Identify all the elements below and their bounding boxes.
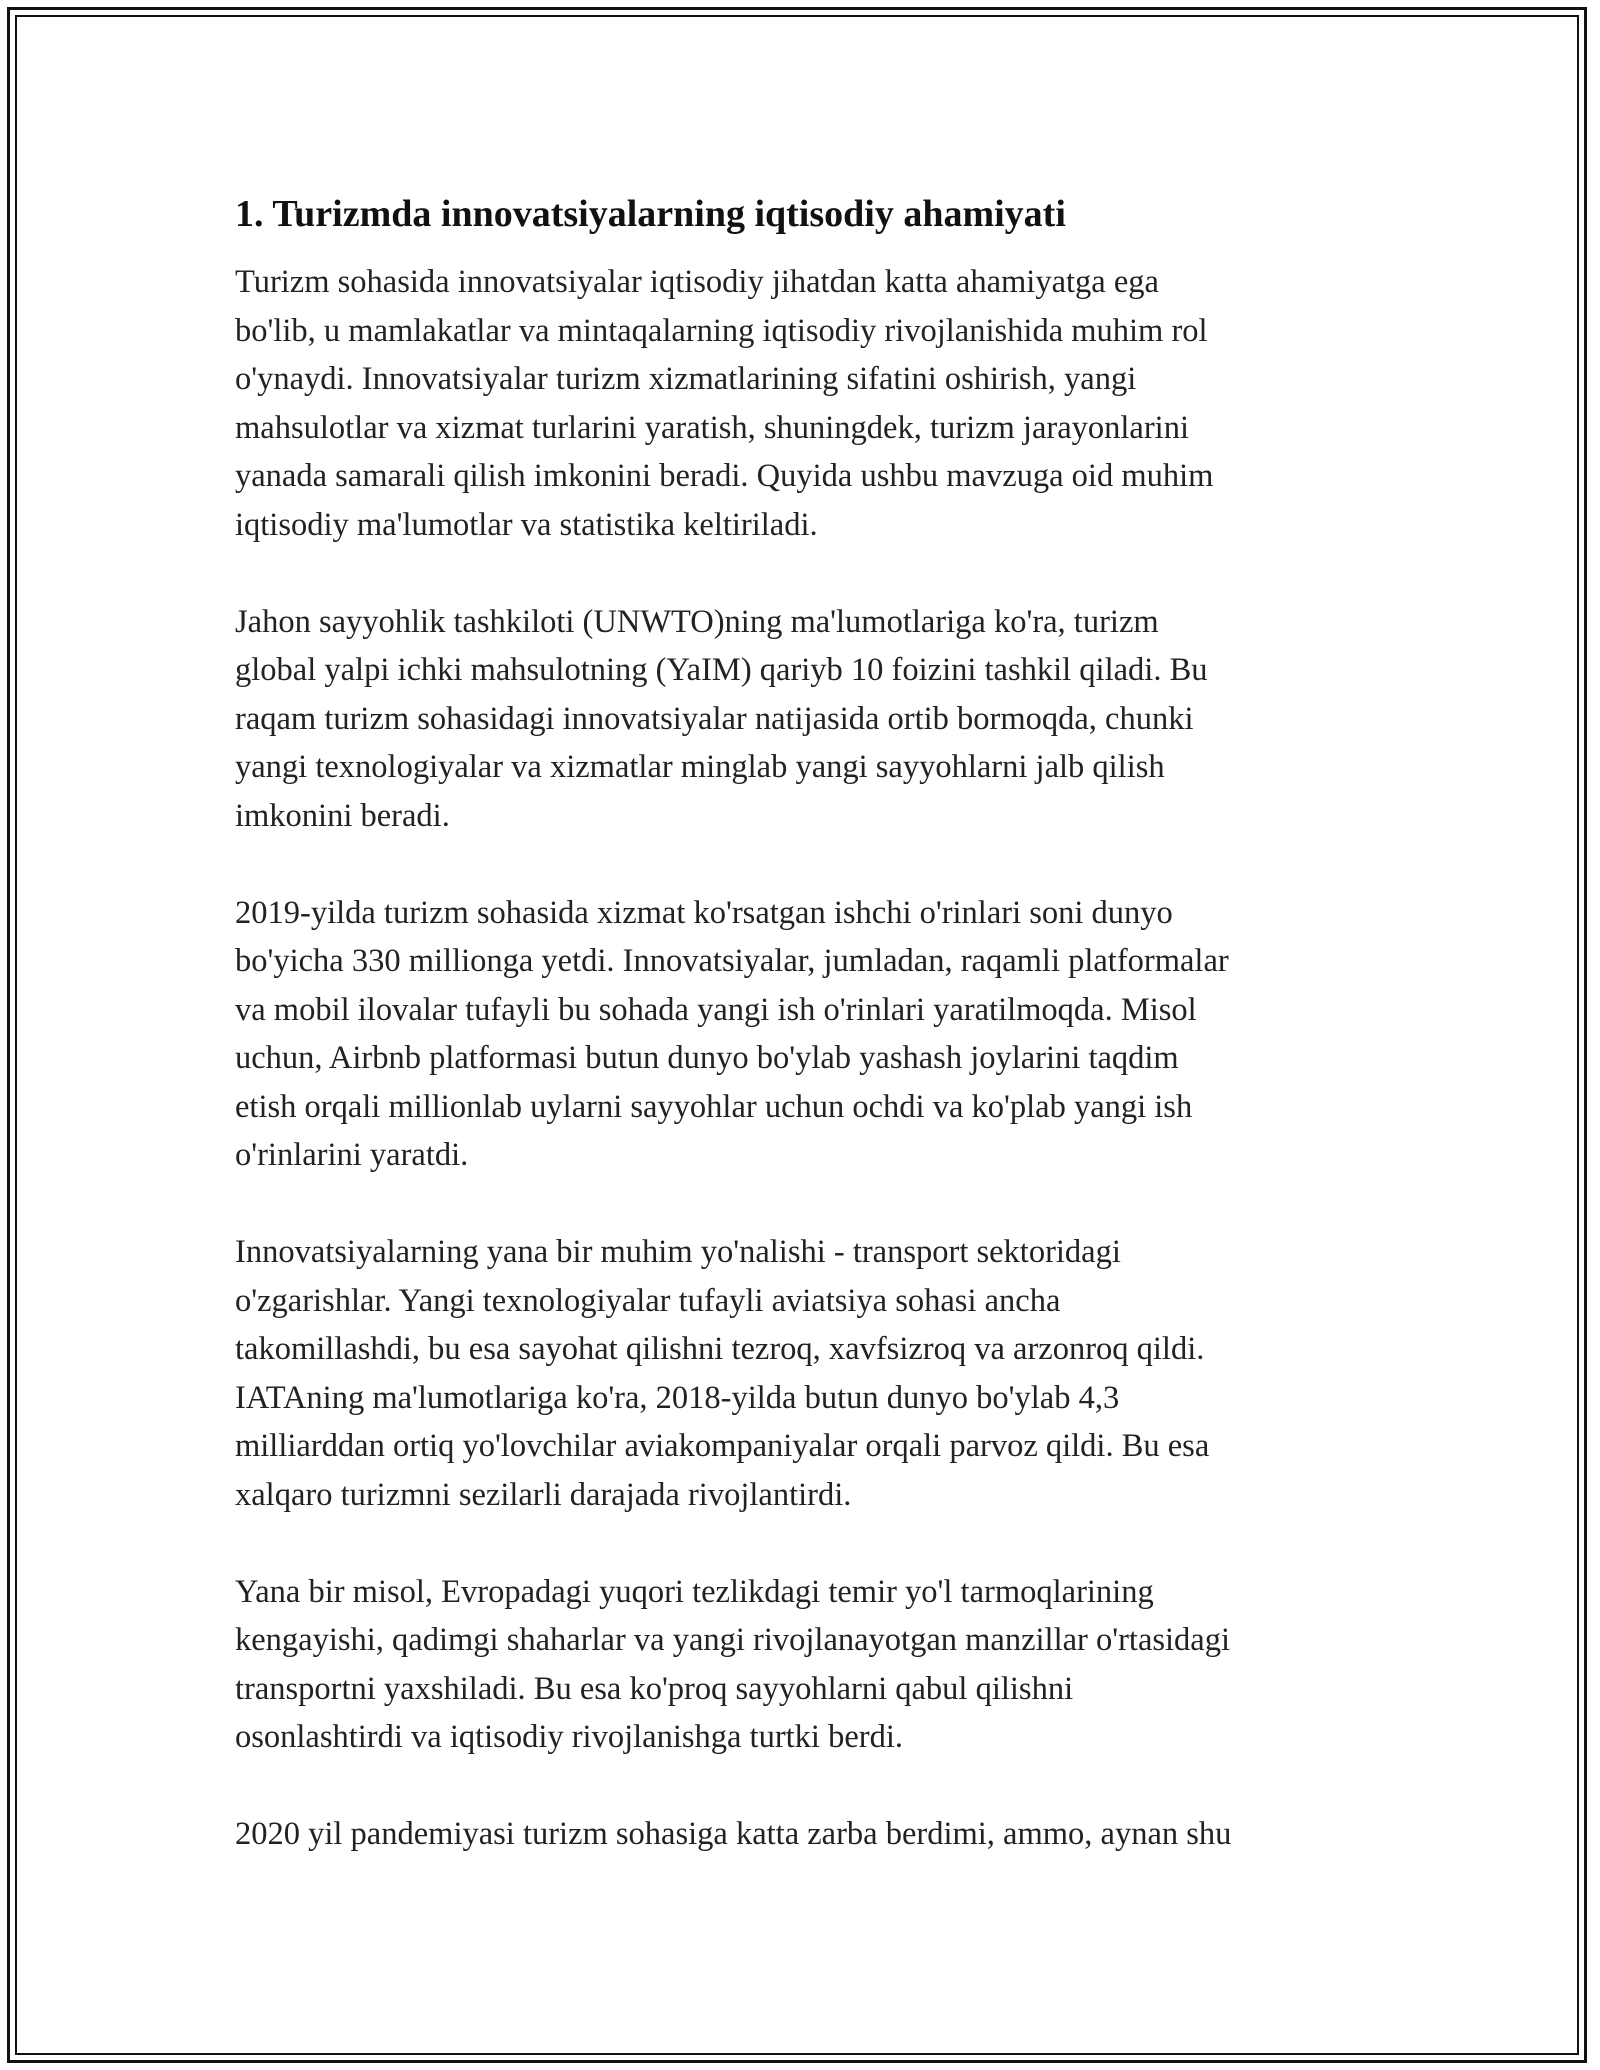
text-line: transportni yaxshiladi. Bu esa ko'proq sayyohlarni qabul qilishni — [235, 1670, 1074, 1707]
text-line: va mobil ilovalar tufayli bu sohada yangi ish o'rinlari yaratilmoqda. Misol — [235, 991, 1197, 1028]
section-heading: 1. Turizmda innovatsiyalarning iqtisodiy ahamiyati — [235, 193, 1066, 235]
text-line: Yana bir misol, Evropadagi yuqori tezlikdagi temir yo'l tarmoqlarining — [235, 1573, 1154, 1610]
paragraph-employment — [235, 889, 1375, 1180]
text-line: global yalpi ichki mahsulotning (YaIM) qariyb 10 foizini tashkil qiladi. Bu — [235, 652, 1208, 688]
text-line: 2020 yil pandemiyasi turizm sohasiga katta zarba berdimi, ammo, aynan shu — [235, 1816, 1232, 1852]
paragraph-unwto — [235, 598, 1375, 841]
text-line: osonlashtirdi va iqtisodiy rivojlanishga turtki berdi. — [235, 1719, 903, 1755]
text-line: Jahon sayyohlik tashkiloti (UNWTO)ning ma'lumotlariga ko'ra, turizm — [235, 603, 1159, 640]
text-line: raqam turizm sohasidagi innovatsiyalar natijasida ortib bormoqda, chunki — [235, 700, 1194, 737]
paragraph-intro — [235, 258, 1375, 549]
text-line: yangi texnologiyalar va xizmatlar minglab yangi sayyohlarni jalb qilish — [235, 749, 1165, 785]
text-line: yanada samarali qilish imkonini beradi. Quyida ushbu mavzuga oid muhim — [235, 458, 1214, 494]
text-line: etish orqali millionlab uylarni sayyohlar uchun ochdi va ko'plab yangi ish — [235, 1088, 1193, 1125]
text-line: bo'yicha 330 millionga yetdi. Innovatsiyalar, jumladan, raqamli platformalar — [235, 943, 1229, 979]
text-line: Innovatsiyalarning yana bir muhim yo'nalishi - transport sektoridagi — [235, 1234, 1121, 1270]
paragraph-railway — [235, 1568, 1375, 1762]
text-line: imkonini beradi. — [235, 797, 450, 834]
text-line: kengayishi, qadimgi shaharlar va yangi rivojlanayotgan manzillar o'rtasidagi — [235, 1622, 1230, 1658]
text-line: milliarddan ortiq yo'lovchilar aviakompaniyalar orqali parvoz qildi. Bu esa — [235, 1428, 1210, 1464]
text-line: o'ynaydi. Innovatsiyalar turizm xizmatlarining sifatini oshirish, yangi — [235, 361, 1137, 397]
text-line: iqtisodiy ma'lumotlar va statistika keltiriladi. — [235, 506, 818, 543]
text-line: o'rinlarini yaratdi. — [235, 1137, 469, 1173]
paragraph-pandemic — [235, 1810, 1375, 1859]
text-line: xalqaro turizmni sezilarli darajada rivojlantirdi. — [235, 1476, 852, 1513]
text-line: bo'lib, u mamlakatlar va mintaqalarning iqtisodiy rivojlanishida muhim rol — [235, 312, 1208, 349]
text-line: o'zgarishlar. Yangi texnologiyalar tufayli aviatsiya sohasi ancha — [235, 1282, 1061, 1319]
text-line: Turizm sohasida innovatsiyalar iqtisodiy jihatdan katta ahamiyatga ega — [235, 264, 1159, 300]
text-line: uchun, Airbnb platformasi butun dunyo bo'ylab yashash joylarini taqdim — [235, 1040, 1179, 1076]
text-line: 2019-yilda turizm sohasida xizmat ko'rsatgan ishchi o'rinlari soni dunyo — [235, 894, 1173, 931]
document-body — [235, 188, 1375, 1907]
text-line: mahsulotlar va xizmat turlarini yaratish, shuningdek, turizm jarayonlarini — [235, 409, 1189, 446]
text-line: IATAning ma'lumotlariga ko'ra, 2018-yilda butun dunyo bo'ylab 4,3 — [235, 1379, 1120, 1416]
paragraph-transport — [235, 1228, 1375, 1519]
text-line: takomillashdi, bu esa sayohat qilishni tezroq, xavfsizroq va arzonroq qildi. — [235, 1331, 1205, 1367]
